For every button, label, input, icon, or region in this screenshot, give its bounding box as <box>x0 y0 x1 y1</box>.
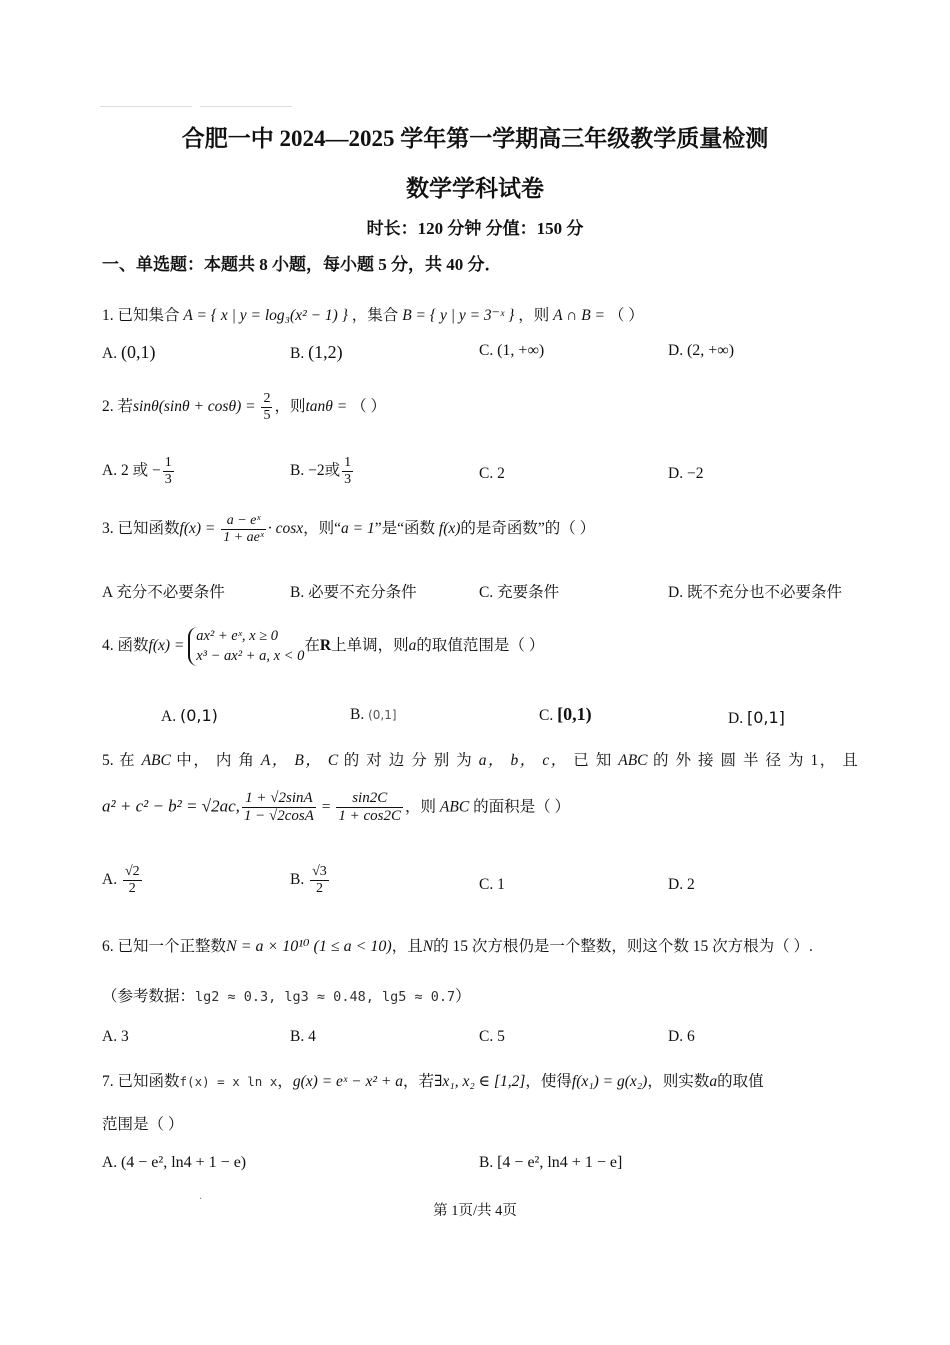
q4-option-c-value: [0,1) <box>557 704 592 724</box>
q6-ref-pre: （参考数据： <box>102 988 196 1005</box>
q1-option-d-label: D. <box>668 342 684 359</box>
q5-option-a-fraction <box>123 864 142 897</box>
q1-option-b <box>290 342 343 363</box>
q5-option-a <box>102 864 144 897</box>
q1-option-d <box>668 342 734 360</box>
q7-option-b <box>479 1154 622 1172</box>
q4-option-a-label: A. <box>161 708 177 725</box>
question-7-line-2: 范围是（ ） <box>102 1116 184 1133</box>
q6-ref-post: ） <box>455 988 471 1005</box>
q4-option-c-label: C. <box>539 707 554 724</box>
q3-post: ，则“ <box>303 520 342 538</box>
q5-option-d: D. 2 <box>668 876 695 893</box>
q3-cos: · cosx <box>267 520 304 538</box>
q5-w2: ABC <box>141 752 171 769</box>
q5-num2: sin2C <box>336 790 403 808</box>
q4-option-b <box>350 706 397 724</box>
q5-w6: A， <box>260 752 289 769</box>
q1-option-b-value: (1,2) <box>308 342 343 362</box>
q1-option-a <box>102 342 155 363</box>
q5-w3: 中， <box>176 752 211 769</box>
q3-fx2: f(x) <box>438 520 461 538</box>
q4-r: R <box>319 637 332 655</box>
q5-w15: a， <box>478 752 506 769</box>
q5-w14: 为 <box>456 752 474 769</box>
q1-option-a-label: A. <box>102 345 118 362</box>
header-rule-left <box>100 106 192 107</box>
q1-option-c <box>479 342 544 360</box>
q5-fraction-2 <box>336 790 403 826</box>
q6-ref: lg2 ≈ 0.3, lg3 ≈ 0.48, lg5 ≈ 0.7 <box>195 989 456 1005</box>
q5-w16: b， <box>510 752 537 769</box>
q4-a: a <box>408 637 417 655</box>
q5-w24: 圆 <box>720 752 738 769</box>
q4-case-2: x³ − ax² + a, x < 0 <box>196 647 305 664</box>
q2-option-b-num: 1 <box>342 455 353 472</box>
q4-option-d <box>728 708 785 728</box>
q5-w13: 别 <box>433 752 451 769</box>
q2-option-a-label: A. <box>102 462 118 480</box>
q2-den: 5 <box>263 408 271 424</box>
q5-w18: 已 <box>573 752 591 769</box>
q2-option-b <box>290 455 355 488</box>
q7-option-a-value: (4 − e², ln4 + 1 − e) <box>120 1154 247 1171</box>
q4-option-a <box>161 706 218 726</box>
q2-paren: （ ） <box>351 398 386 416</box>
q5-option-b <box>290 864 331 897</box>
q4-post2: 上单调，则 <box>331 637 409 655</box>
q5-w10: 对 <box>366 752 384 769</box>
q3-cond: a = 1 <box>341 520 375 538</box>
q7-gx: g(x) = eˣ − x² + a <box>292 1073 403 1090</box>
q5-option-b-fraction <box>310 864 329 897</box>
q2-option-a-pre: 2 或 − <box>120 462 161 480</box>
q5-option-b-den: 2 <box>315 881 323 897</box>
q6-option-d: D. 6 <box>668 1028 695 1045</box>
q1-option-c-value: (1, +∞) <box>497 342 545 359</box>
q5-w8: C <box>327 752 339 769</box>
q1-pre: 1. 已知集合 <box>102 307 180 324</box>
q2-lhs: sinθ(sinθ + cosθ) = <box>133 398 256 416</box>
q5-abc: ABC <box>439 798 470 816</box>
q2-option-c-label: C. <box>479 465 494 482</box>
q2-option-b-pre: −2或 <box>308 462 341 480</box>
q3-post2: ”是“函数 <box>374 520 436 538</box>
q5-eq: a² + c² − b² = √2ac, <box>102 796 240 816</box>
q6-option-b: B. 4 <box>290 1028 316 1045</box>
q6-n: N <box>422 938 434 955</box>
q5-w25: 半 <box>742 752 761 769</box>
q2-option-d <box>668 465 703 483</box>
q7-a: a <box>709 1073 718 1090</box>
question-5-line-2 <box>102 790 570 826</box>
question-2 <box>102 391 386 424</box>
page-footer: 第 1页/共 4页 <box>433 1203 517 1219</box>
q3-pre: 3. 已知函数 <box>102 520 180 538</box>
q1-set-a: A = { x | y = log₃(x² − 1) } <box>183 307 348 324</box>
q3-option-d: D. 既不充分也不必要条件 <box>668 584 842 601</box>
q4-option-d-label: D. <box>728 710 744 727</box>
q3-num: a − eˣ <box>221 513 266 530</box>
q4-case-1: ax² + eˣ, x ≥ 0 <box>196 628 278 644</box>
q2-num: 2 <box>261 391 272 408</box>
q3-option-b: B. 必要不充分条件 <box>290 584 417 601</box>
q3-option-a: A 充分不必要条件 <box>102 584 225 601</box>
q5-option-b-num: √3 <box>310 864 329 881</box>
q1-mid: ，集合 <box>351 307 399 324</box>
q5-fraction-1 <box>242 790 316 826</box>
q7-pre: 7. 已知函数 <box>102 1073 180 1090</box>
q7-exists: ∃x₁, x₂ ∈ [1,2] <box>434 1073 526 1090</box>
q5-w5: 角 <box>238 752 256 769</box>
q4-option-d-value: [0,1] <box>746 708 785 727</box>
q4-option-b-value: (0,1] <box>368 708 397 722</box>
question-7 <box>102 1069 764 1091</box>
section-heading: 一、单选题：本题共 8 小题，每小题 5 分，共 40 分． <box>102 255 502 274</box>
q5-w22: 外 <box>675 752 693 769</box>
q4-option-b-label: B. <box>350 706 365 723</box>
q5-post2: 的面积是（ ） <box>473 798 570 816</box>
question-1 <box>102 303 644 325</box>
q5-w7: B， <box>294 752 323 769</box>
q5-option-b-label: B. <box>290 871 305 889</box>
q6-option-a: A. 3 <box>102 1028 129 1045</box>
q6-post2: 的 15 次方根仍是一个整数，则这个数 15 次方根为（ ）. <box>433 938 813 955</box>
q5-w9: 的 <box>343 752 361 769</box>
q5-w17: c， <box>542 752 568 769</box>
q7-option-a-label: A. <box>102 1154 118 1171</box>
q2-option-c <box>479 465 505 483</box>
q4-post: 在 <box>304 637 320 655</box>
q1-set-b: B = { y | y = 3⁻ˣ } <box>402 307 515 324</box>
q3-option-c: C. 充要条件 <box>479 584 560 601</box>
q5-w27: 为 <box>787 752 806 769</box>
q5-w29: 且 <box>842 752 858 769</box>
q5-w4: 内 <box>215 752 233 769</box>
q5-eq2: = <box>321 798 331 816</box>
q5-w20: ABC <box>618 752 648 769</box>
q2-option-a-den: 3 <box>164 472 172 488</box>
q5-option-a-num: √2 <box>123 864 142 881</box>
q7-option-b-value: [4 − e², ln4 + 1 − e] <box>497 1154 623 1171</box>
q1-option-b-label: B. <box>290 345 305 362</box>
q1-post: ，则 <box>518 307 550 324</box>
q7-option-b-label: B. <box>479 1154 494 1171</box>
q2-option-d-value: −2 <box>686 465 704 482</box>
q2-option-b-den: 3 <box>344 472 352 488</box>
question-4 <box>102 627 544 666</box>
q5-w28: 1， <box>810 752 837 769</box>
q5-w26: 径 <box>765 752 783 769</box>
q2-option-d-label: D. <box>668 465 684 482</box>
q1-expr: A ∩ B = <box>553 307 606 324</box>
q5-w1: 在 <box>119 752 137 769</box>
q2-option-b-fraction <box>342 455 353 488</box>
q2-option-a-fraction <box>163 455 174 488</box>
q2-option-b-label: B. <box>290 462 305 480</box>
q3-post3: 的是奇函数”的（ ） <box>460 520 596 538</box>
question-6-ref <box>102 984 471 1006</box>
q5-num1: 1 + √2sinA <box>242 790 316 808</box>
exam-subtitle: 数学学科试卷 <box>406 176 544 201</box>
q6-expr: N = a × 10¹⁰ (1 ≤ a < 10) <box>226 938 392 955</box>
q2-option-a-num: 1 <box>163 455 174 472</box>
q4-fx: f(x) = <box>148 637 185 655</box>
q2-fraction <box>261 391 272 424</box>
footer-dot: · <box>199 1194 203 1205</box>
question-3 <box>102 513 595 546</box>
q4-post3: 的取值范围是（ ） <box>416 637 545 655</box>
q5-w19: 知 <box>595 752 613 769</box>
q5-den2: 1 + cos2C <box>338 808 402 825</box>
q4-pre: 4. 函数 <box>102 637 149 655</box>
q5-w0: 5. <box>102 752 114 769</box>
q2-pre: 2. 若 <box>102 398 134 416</box>
q6-post: ，且 <box>391 938 423 955</box>
question-5-line-1 <box>102 748 858 770</box>
q7-option-a <box>102 1154 246 1172</box>
q7-post4: 的取值 <box>717 1073 764 1090</box>
q1-option-d-value: (2, +∞) <box>686 342 735 359</box>
q6-option-c: C. 5 <box>479 1028 505 1045</box>
q5-option-c: C. 1 <box>479 876 505 893</box>
q1-option-a-value: (0,1) <box>120 342 156 362</box>
q5-option-a-label: A. <box>102 871 118 889</box>
question-6 <box>102 934 813 956</box>
q7-fx: f(x) = x ln x <box>179 1074 278 1089</box>
q7-post: ，若 <box>403 1073 435 1090</box>
q7-post3: ，则实数 <box>647 1073 710 1090</box>
q3-den: 1 + aeˣ <box>223 530 264 546</box>
q2-option-a <box>102 455 176 488</box>
q5-w21: 的 <box>652 752 671 769</box>
q5-w12: 分 <box>411 752 429 769</box>
q3-fraction <box>221 513 266 546</box>
q4-option-a-value: (0,1) <box>179 706 218 725</box>
q2-option-c-value: 2 <box>497 465 505 482</box>
q1-option-c-label: C. <box>479 342 494 359</box>
q1-paren: （ ） <box>608 307 644 324</box>
q5-den1: 1 − √2cosA <box>243 808 314 825</box>
q5-w23: 接 <box>697 752 716 769</box>
q3-fx: f(x) = <box>179 520 216 538</box>
q5-post: ，则 <box>405 798 437 816</box>
q7-sep: ， <box>277 1073 293 1090</box>
q2-post: ，则 <box>274 398 306 416</box>
q7-post2: ，使得 <box>525 1073 572 1090</box>
q7-eq: f(x₁) = g(x₂) <box>571 1073 648 1090</box>
q2-expr: tanθ = <box>305 398 348 416</box>
exam-title: 合肥一中 2024—2025 学年第一学期高三年级教学质量检测 <box>181 126 769 151</box>
q4-option-c <box>539 704 592 725</box>
q6-pre: 6. 已知一个正整数 <box>102 938 227 955</box>
header-rule-right <box>200 106 292 107</box>
exam-meta: 时长：120 分钟 分值：150 分 <box>366 219 584 238</box>
q5-option-a-den: 2 <box>128 881 136 897</box>
q5-w11: 边 <box>388 752 406 769</box>
q4-piecewise <box>188 627 304 666</box>
